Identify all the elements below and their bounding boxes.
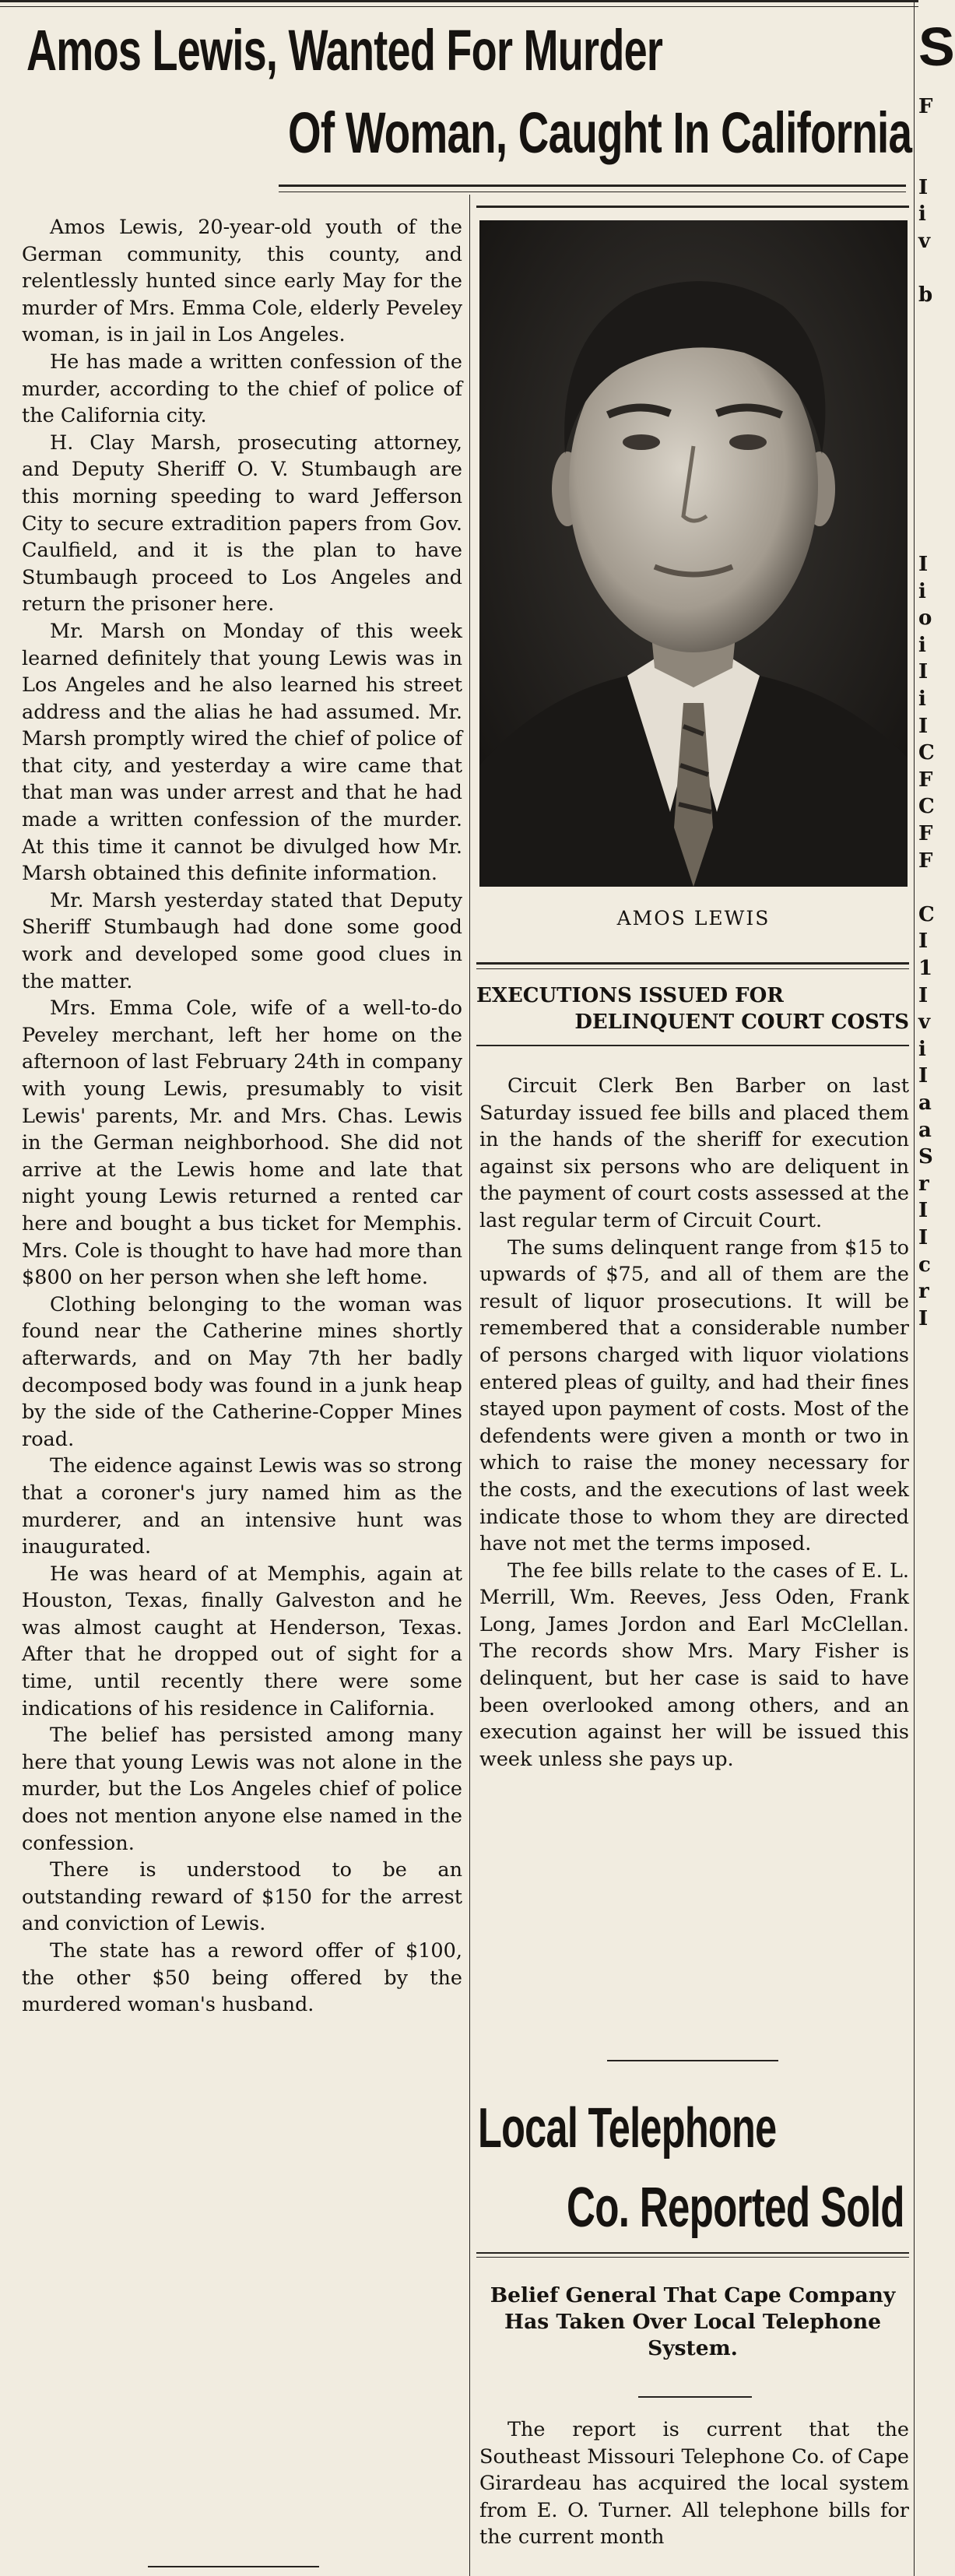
fragment-letter: o <box>918 606 932 631</box>
executions-heading-rule <box>476 1045 909 1046</box>
executions-paragraph: The sums delinquent range from $15 to upwards of $75, and all of them are the result of liquor prosecutions. It will be remembered that a considerable number of persons charged with liquor violations entered pleas of guilty, and had their fines stayed upon payment of costs. Most of the defendents were given a month or two in which to raise the money necessary for the costs, and the executions of last week indicate those to whom they are directed have not met the terms imposed. <box>479 1235 909 1556</box>
telephone-paragraph: The report is current that the Southeast Missouri Telephone Co. of Cape Girardeau has acquired the local system from E. O. Turner. All telephone bills for the current month <box>479 2418 909 2550</box>
photo-caption: AMOS LEWIS <box>616 907 771 930</box>
fragment-letter <box>918 444 934 471</box>
fragment-letter: I <box>918 983 929 1007</box>
fragment-letter: r <box>918 1280 929 1304</box>
portrait-illustration <box>479 220 908 887</box>
executions-paragraph: The fee bills relate to the cases of E. L. Merrill, Wm. Reeves, Jess Oden, Frank Long, James Jordon and Earl McClellan. The records show Mrs. Mary Fisher is delinquent, but her case is said to have been overlooked among others, and an execution against her will be issued this week unless she pays up. <box>479 1559 909 1771</box>
fragment-letter <box>918 470 934 497</box>
caption-rule <box>476 962 909 965</box>
fragment-letter <box>918 309 934 336</box>
executions-heading-line-1: EXECUTIONS ISSUED FOR <box>476 984 784 1007</box>
telephone-deck-rule <box>638 2396 752 2398</box>
fragment-letter: v <box>918 229 931 253</box>
fragment-letter: I <box>918 1306 929 1330</box>
telephone-headline-rule <box>476 2252 909 2254</box>
fragment-letter <box>918 336 934 363</box>
fragment-letter <box>918 874 934 901</box>
fragment-letter: C <box>918 795 935 819</box>
executions-heading-line-2: DELINQUENT COURT COSTS <box>574 1010 909 1034</box>
story-paragraph: There is understood to be an outstanding reward of $150 for the arrest and conviction of Lewis. <box>22 1858 462 1936</box>
executions-end-rule <box>607 2060 778 2061</box>
fragment-letter: i <box>918 633 926 657</box>
fragment-letter <box>918 255 934 283</box>
fragment-letter: F <box>918 95 933 118</box>
telephone-story <box>479 2416 909 2551</box>
adjacent-column-fragment <box>918 0 955 2576</box>
headline-rule <box>279 185 906 187</box>
fragment-letter <box>918 416 934 444</box>
fragment-letter: c <box>918 1253 931 1277</box>
top-rule-thin <box>0 6 918 7</box>
caption-rule-thin <box>476 968 909 969</box>
headline-line-2: Of Woman, Caught In California <box>288 100 912 165</box>
top-rule <box>0 0 918 2</box>
fragment-letter: S <box>918 1145 933 1169</box>
story-paragraph: The eidence against Lewis was so strong that a coroner's jury named him as the murderer, and an intensive hunt was inaugurated. <box>22 1454 462 1559</box>
fragment-letter: I <box>918 175 929 199</box>
story-paragraph: The state has a reword offer of $100, the other $50 being offered by the murdered woman's husband. <box>22 1939 462 2017</box>
fragment-letter: i <box>918 687 926 712</box>
fragment-letter: i <box>918 1037 926 1061</box>
story-paragraph: Mrs. Emma Cole, wife of a well-to-do Peveley merchant, left her home on the afternoon of last February 24th in company with young Lewis, presumably to visit Lewis' parents, Mr. and Mrs. Chas. Lewis in the German neighborhood. She did not arrive at the Lewis home and late that night young Lewis returned a rented car here and bought a bus ticket for Memphis. Mrs. Cole is thought to have had more than $800 on her person when she left home. <box>22 996 462 1290</box>
portrait-photo <box>479 220 908 887</box>
fragment-letter <box>918 390 934 417</box>
story-paragraph: The belief has persisted among many here that young Lewis was not alone in the murder, but the Los Angeles chief of police does not mention anyone else named in the confession. <box>22 1724 462 1855</box>
fragment-letter <box>918 497 934 525</box>
fragment-letter: I <box>918 553 929 577</box>
executions-story <box>479 1073 909 1773</box>
telephone-deck: Belief General That Cape Company Has Taken Over Local Telephone System. <box>490 2283 896 2360</box>
fragment-letter <box>918 121 934 148</box>
telephone-headline-line-2: Co. Reported Sold <box>567 2177 904 2239</box>
fragment-letter: a <box>918 1091 932 1115</box>
fragment-letter: S <box>918 16 955 77</box>
story-end-rule <box>148 2566 319 2567</box>
photo-top-rule <box>476 206 909 208</box>
story-paragraph: Mr. Marsh on Monday of this week learned definitely that young Lewis was in Los Angeles and he also learned his street address and the alias he had assumed. Mr. Marsh promptly wired the chief of police of that city, and yesterday a wire came that that man was under arrest and that he had made a written confession of the murder. At this time it cannot be divulged how Mr. Marsh obtained this definite information. <box>22 619 462 886</box>
fragment-letter: I <box>918 1064 929 1088</box>
story-paragraph: Mr. Marsh yesterday stated that Deputy Sheriff Stumbaugh had done some good work and developed some good clues in the matter. <box>22 888 462 993</box>
fragment-letter: a <box>918 1118 932 1142</box>
fragment-letter <box>918 147 934 174</box>
fragment-letter: C <box>918 741 935 765</box>
telephone-headline-line-1: Local Telephone <box>478 2097 777 2160</box>
fragment-letter: I <box>918 930 929 954</box>
fragment-letter <box>918 525 934 552</box>
fragment-letter: 1 <box>918 957 933 980</box>
column-divider <box>469 195 470 2576</box>
fragment-letter: b <box>918 283 933 308</box>
murder-story-column <box>22 214 462 2019</box>
story-paragraph: He was heard of at Memphis, again at Houston, Texas, finally Galveston and he was almost caught at Henderson, Texas. After that he dropped out of sight for a time, until recently there were some indications of his residence in California. <box>22 1562 462 1720</box>
story-paragraph: He has made a written confession of the murder, according to the chief of police of the California city. <box>22 350 462 428</box>
fragment-letter: C <box>918 902 935 926</box>
fragment-letter: F <box>918 768 933 792</box>
right-divider <box>914 0 915 2576</box>
fragment-letter: I <box>918 714 929 738</box>
headline-line-1: Amos Lewis, Wanted For Murder <box>26 18 663 83</box>
fragment-letter: I <box>918 1225 929 1249</box>
fragment-letter: F <box>918 822 933 846</box>
story-paragraph: Clothing belonging to the woman was found near the Catherine mines shortly afterwards, and on May 7th her badly decomposed body was found in a junk heap by the side of the Catherine-Copper Mines road. <box>22 1292 462 1451</box>
story-paragraph: Amos Lewis, 20-year-old youth of the German community, this county, and relentlessly hunted since early May for the murder of Mrs. Emma Cole, elderly Peveley woman, is in jail in Los Angeles. <box>22 216 462 347</box>
executions-paragraph: Circuit Clerk Ben Barber on last Saturday issued fee bills and placed them in the hands of the sheriff for execution against six persons who are deliquent in the payment of court costs assessed at the last regular term of Circuit Court. <box>479 1074 909 1232</box>
fragment-letter: I <box>918 660 929 684</box>
fragment-letter: F <box>918 849 933 873</box>
story-paragraph: H. Clay Marsh, prosecuting attorney, and Deputy Sheriff O. V. Stumbaugh are this morning speeding to ward Jefferson City to secure extradition papers from Gov. Caulfield, and it is the plan to have Stumbaugh proceed to Los Angeles and return the prisoner here. <box>22 431 462 617</box>
fragment-letter: I <box>918 1199 929 1223</box>
fragment-letter: r <box>918 1172 929 1196</box>
fragment-letter <box>918 363 934 390</box>
fragment-letter: i <box>918 202 926 227</box>
fragment-letter: v <box>918 1010 931 1035</box>
fragment-letter: i <box>918 579 926 603</box>
telephone-headline-rule-thin <box>476 2257 909 2258</box>
